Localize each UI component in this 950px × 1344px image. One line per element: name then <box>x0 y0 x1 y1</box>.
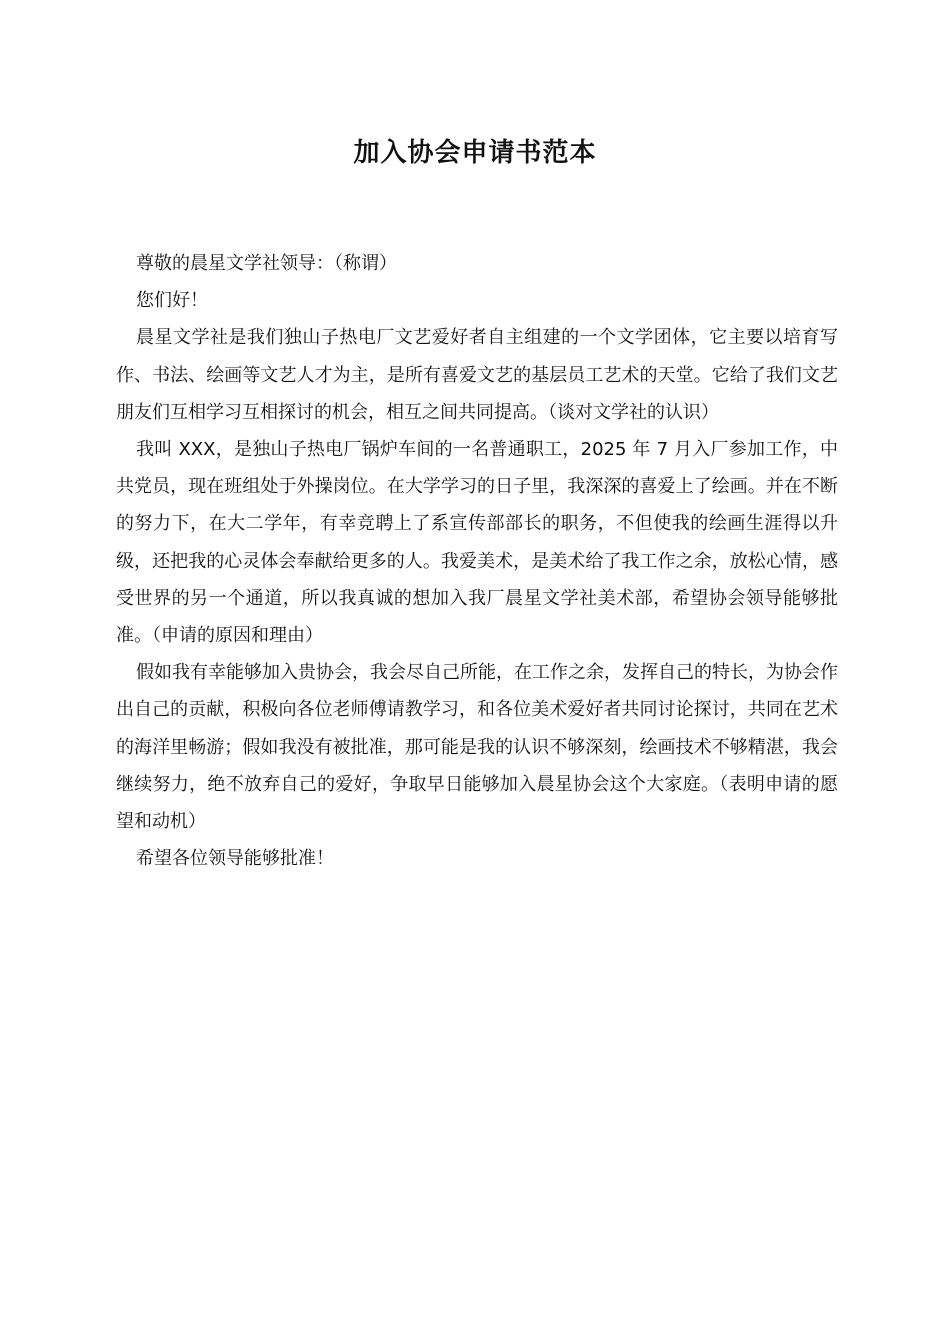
salutation: 尊敬的晨星文学社领导：（称谓） <box>136 253 397 274</box>
greeting: 您们好！ <box>136 290 208 312</box>
document-title: 加入协会申请书范本 <box>353 138 597 168</box>
paragraph-reason: 我叫 XXX，是独山子热电厂锅炉车间的一名普通职工，2025 年 7 月入厂参加工作，中共党员，现在班组处于外操岗位。在大学学习的日子里，我深深的喜爱上了绘画。并在不断的努力下，在大二学年，有幸竞聘上了系宣传部部长的职务，不但使我的绘画生涯得以升级，还把我的心灵体会奉献给更多的人。我爱美术，是美术给了我工作之余，放松心情，感受世界的另一个通道，所以我真诚的想加入我厂晨星文学社美术部，希望协会领导能够批准。（申请的原因和理由） <box>116 439 838 647</box>
document-body <box>116 245 838 877</box>
closing: 希望各位领导能够批准！ <box>136 848 334 870</box>
paragraph-motivation: 假如我有幸能够加入贵协会，我会尽自己所能，在工作之余，发挥自己的特长，为协会作出自己的贡献，积极向各位老师傅请教学习，和各位美术爱好者共同讨论探讨，共同在艺术的海洋里畅游；假如我没有被批准，那可能是我的认识不够深刻，绘画技术不够精湛，我会继续努力，绝不放弃自己的爱好，争取早日能够加入晨星协会这个大家庭。（表明申请的愿望和动机） <box>116 662 838 833</box>
paragraph-intro: 晨星文学社是我们独山子热电厂文艺爱好者自主组建的一个文学团体，它主要以培育写作、书法、绘画等文艺人才为主，是所有喜爱文艺的基层员工艺术的天堂。它给了我们文艺朋友们互相学习互相探讨的机会，相互之间共同提高。（谈对文学社的认识） <box>116 327 838 423</box>
